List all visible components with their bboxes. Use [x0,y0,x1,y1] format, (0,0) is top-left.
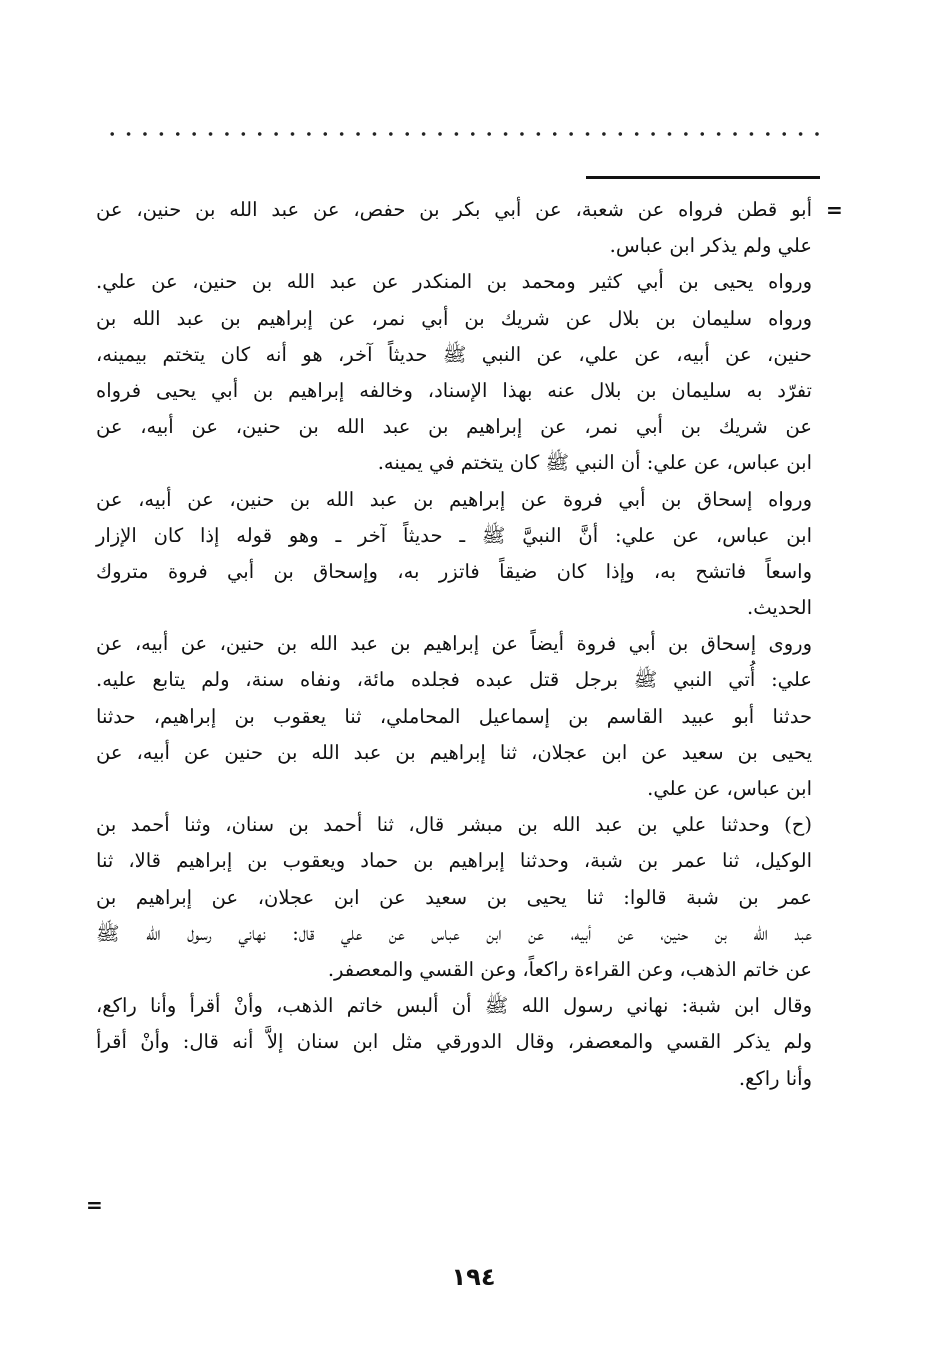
text-line: واسعاً فاتشح به، وإذا كان ضيقاً فاتزر به، وإسحاق بن أبي فروة متروك [96,559,812,583]
footnote-rule [586,176,820,179]
text-line: ورواه إسحاق بن أبي فروة عن إبراهيم بن عبد الله بن حنين، عن أبيه، عن [96,487,812,511]
text-line: عبد الله بن حنين، عن أبيه، عن ابن عباس عن علي قال: نهاني رسول الله ﷺ [96,921,812,945]
text-line: ولم يذكر القسي والمعصفر، وقال الدورقي مثل ابن سنان إلاَّ أنه قال: وأنْ أقرأ [96,1030,812,1054]
text-line: ورواه سليمان بن بلال عن شريك بن أبي نمر، عن إبراهيم بن عبد الله بن [96,306,812,330]
continuation-mark-top: = [826,198,843,222]
text-line: يحيى بن سعيد عن ابن عجلان، ثنا إبراهيم بن عبد الله بن حنين عن أبيه، عن [96,740,812,764]
text-line: حدثنا أبو عبيد القاسم بن إسماعيل المحاملي، ثنا يعقوب بن إبراهيم، حدثنا [96,704,812,728]
text-line: عمر بن شبة قالوا: ثنا يحيى بن سعيد عن ابن عجلان، عن إبراهيم بن [96,885,812,909]
text-line: الحديث. [747,596,812,620]
text-line: (ح) وحدثنا علي بن عبد الله بن مبشر قال، ثنا أحمد بن سنان، وثنا أحمد بن [96,813,812,837]
text-line: حنين، عن أبيه، عن علي، عن النبي ﷺ حديثاً آخر، هو أنه كان يتختم بيمينه، [96,342,812,366]
text-line: الوكيل، ثنا عمر بن شبة، وحدثنا إبراهيم بن حماد ويعقوب بن إبراهيم قالا، ثنا [96,849,812,873]
dotted-separator [104,131,820,137]
text-line: عن خاتم الذهب، وعن القراءة راكعاً، وعن القسي والمعصفر. [327,957,812,981]
text-line: وأنا راكع. [738,1066,812,1090]
text-line: ابن عباس، عن علي: أنَّ النبيَّ ﷺ ـ حديثاً آخر ـ وهو قوله إذا كان الإزار [96,523,812,547]
text-line: تفرّد به سليمان بن بلال عنه بهذا الإسناد، وخالفه إبراهيم بن أبي يحيى فرواه [96,378,812,402]
text-line: علي ولم يذكر ابن عباس. [609,234,812,258]
text-line: أبو قطن فرواه عن شعبة، عن أبي بكر بن حفص، عن عبد الله بن حنين، عن [96,198,812,221]
page-number: ١٩٤ [451,1263,496,1291]
text-line: ورواه يحيى بن أبي كثير ومحمد بن المنكدر عن عبد الله بن حنين، عن علي. [96,270,812,294]
footnote-text [96,192,812,1097]
text-line: علي: أُتي النبي ﷺ برجل قتل عبده فجلده مائة، ونفاه سنة، ولم يتابع عليه. [96,668,812,692]
text-line: وروى إسحاق بن أبي فروة أيضاً عن إبراهيم بن عبد الله بن حنين، عن أبيه، عن [96,632,812,656]
text-line: عن شريك بن أبي نمر، عن إبراهيم بن عبد الله بن حنين، عن أبيه، عن [96,415,812,439]
text-line: وقال ابن شبة: نهاني رسول الله ﷺ أن ألبس خاتم الذهب، وأنْ أقرأ وأنا راكع، [96,994,812,1018]
text-line: ابن عباس، عن علي. [647,777,812,800]
text-line: ابن عباس، عن علي: أن النبي ﷺ كان يتختم في يمينه. [377,451,812,475]
continuation-mark-bottom: = [86,1193,103,1217]
